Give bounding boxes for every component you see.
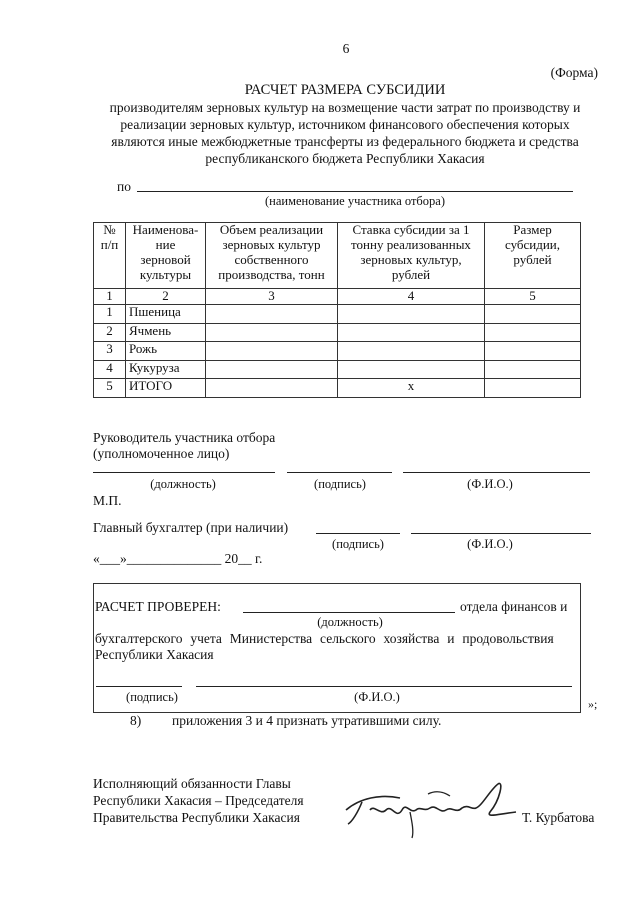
col-number: 1 — [94, 289, 126, 305]
table-cell[interactable] — [338, 323, 485, 342]
name-caption: (Ф.И.О.) — [467, 477, 513, 491]
verifier-name-field[interactable] — [196, 686, 572, 687]
form-label: (Форма) — [550, 65, 598, 80]
signature-caption: (подпись) — [332, 537, 384, 551]
item-text: приложения 3 и 4 признать утратившими силу. — [172, 713, 442, 728]
signature-caption: (подпись) — [314, 477, 366, 491]
document-title: РАСЧЕТ РАЗМЕРА СУБСИДИИ — [244, 82, 446, 98]
signatory-line: Исполняющий обязанности Главы — [93, 776, 291, 791]
table-cell[interactable] — [338, 342, 485, 361]
accountant-label: Главный бухгалтер (при наличии) — [93, 520, 289, 535]
header-cell: Размер субсидии, рублей — [485, 223, 581, 289]
verified-line: бухгалтерского учета Министерства сельского хозяйства и продовольствия — [95, 631, 554, 646]
table-cell: 1 — [94, 305, 126, 324]
table-row — [94, 360, 581, 379]
name-caption: (Ф.И.О.) — [467, 537, 513, 551]
accountant-name-field[interactable] — [411, 533, 591, 534]
table-cell[interactable] — [485, 305, 581, 324]
po-label: по — [117, 179, 131, 194]
table-header-row — [94, 223, 581, 289]
header-cell: Ставка субсидии за 1 тонну реализованных зерновых культур, рублей — [338, 223, 485, 289]
table-row — [94, 379, 581, 398]
verified-after: отдела финансов и — [460, 599, 568, 614]
verifier-signature-field[interactable] — [96, 686, 182, 687]
table-cell[interactable] — [206, 342, 338, 361]
head-label: Руководитель участника отбора — [93, 430, 276, 445]
position-caption: (должность) — [317, 615, 383, 629]
table-cell[interactable] — [338, 305, 485, 324]
participant-name-field[interactable] — [137, 191, 573, 192]
table-row — [94, 323, 581, 342]
signatory-line: Правительства Республики Хакасия — [93, 810, 300, 825]
table-cell[interactable] — [485, 323, 581, 342]
verified-line: Республики Хакасия — [95, 647, 214, 662]
subtitle-line: являются иные межбюджетные трансферты из федерального бюджета и средства — [111, 134, 579, 149]
subtitle-line: республиканского бюджета Республики Хакасия — [205, 151, 485, 166]
header-cell: Объем реализации зерновых культур собственного производства, тонн — [206, 223, 338, 289]
table-cell[interactable] — [338, 360, 485, 379]
col-number: 4 — [338, 289, 485, 305]
header-cell: Наименова- ние зерновой культуры — [126, 223, 206, 289]
crop-name-cell: Пшеница — [126, 305, 206, 324]
signature-field[interactable] — [287, 472, 392, 473]
name-field[interactable] — [403, 472, 590, 473]
quote-close: »; — [588, 697, 598, 711]
crop-name-cell: Кукуруза — [126, 360, 206, 379]
verifier-position-field[interactable] — [243, 612, 455, 613]
position-field[interactable] — [93, 472, 275, 473]
col-number: 2 — [126, 289, 206, 305]
table-cell[interactable] — [485, 379, 581, 398]
table-cell[interactable] — [206, 323, 338, 342]
crop-name-cell: Рожь — [126, 342, 206, 361]
handwritten-signature-icon — [340, 780, 520, 840]
table-row — [94, 342, 581, 361]
table-cell: 5 — [94, 379, 126, 398]
signatory-name: Т. Курбатова — [522, 810, 595, 825]
table-cell: х — [338, 379, 485, 398]
column-number-row — [94, 289, 581, 305]
date-line[interactable]: «___»______________ 20__ г. — [93, 551, 263, 566]
table-cell[interactable] — [206, 360, 338, 379]
table-row — [94, 305, 581, 324]
subtitle-line: производителям зерновых культур на возмещение части затрат по производству и — [109, 100, 581, 115]
subsidy-table — [93, 222, 581, 398]
table-cell: 4 — [94, 360, 126, 379]
accountant-signature-field[interactable] — [316, 533, 400, 534]
col-number: 3 — [206, 289, 338, 305]
header-cell: № п/п — [94, 223, 126, 289]
table-cell: 3 — [94, 342, 126, 361]
subtitle-line: реализации зерновых культур, источником финансового обеспечения которых — [120, 117, 570, 132]
name-caption: (Ф.И.О.) — [354, 690, 400, 704]
crop-name-cell: Ячмень — [126, 323, 206, 342]
page-number: 6 — [342, 41, 350, 56]
position-caption: (должность) — [150, 477, 216, 491]
table-cell[interactable] — [485, 360, 581, 379]
verified-label: РАСЧЕТ ПРОВЕРЕН: — [95, 599, 221, 614]
participant-caption: (наименование участника отбора) — [265, 194, 445, 208]
table-cell[interactable] — [206, 305, 338, 324]
head-label-sub: (уполномоченное лицо) — [93, 446, 230, 461]
signature-caption: (подпись) — [126, 690, 178, 704]
signatory-line: Республики Хакасия – Председателя — [93, 793, 304, 808]
seal-label: М.П. — [93, 493, 122, 508]
col-number: 5 — [485, 289, 581, 305]
table-cell[interactable] — [485, 342, 581, 361]
table-cell: 2 — [94, 323, 126, 342]
crop-name-cell: ИТОГО — [126, 379, 206, 398]
item-number: 8) — [130, 713, 142, 728]
table-cell[interactable] — [206, 379, 338, 398]
